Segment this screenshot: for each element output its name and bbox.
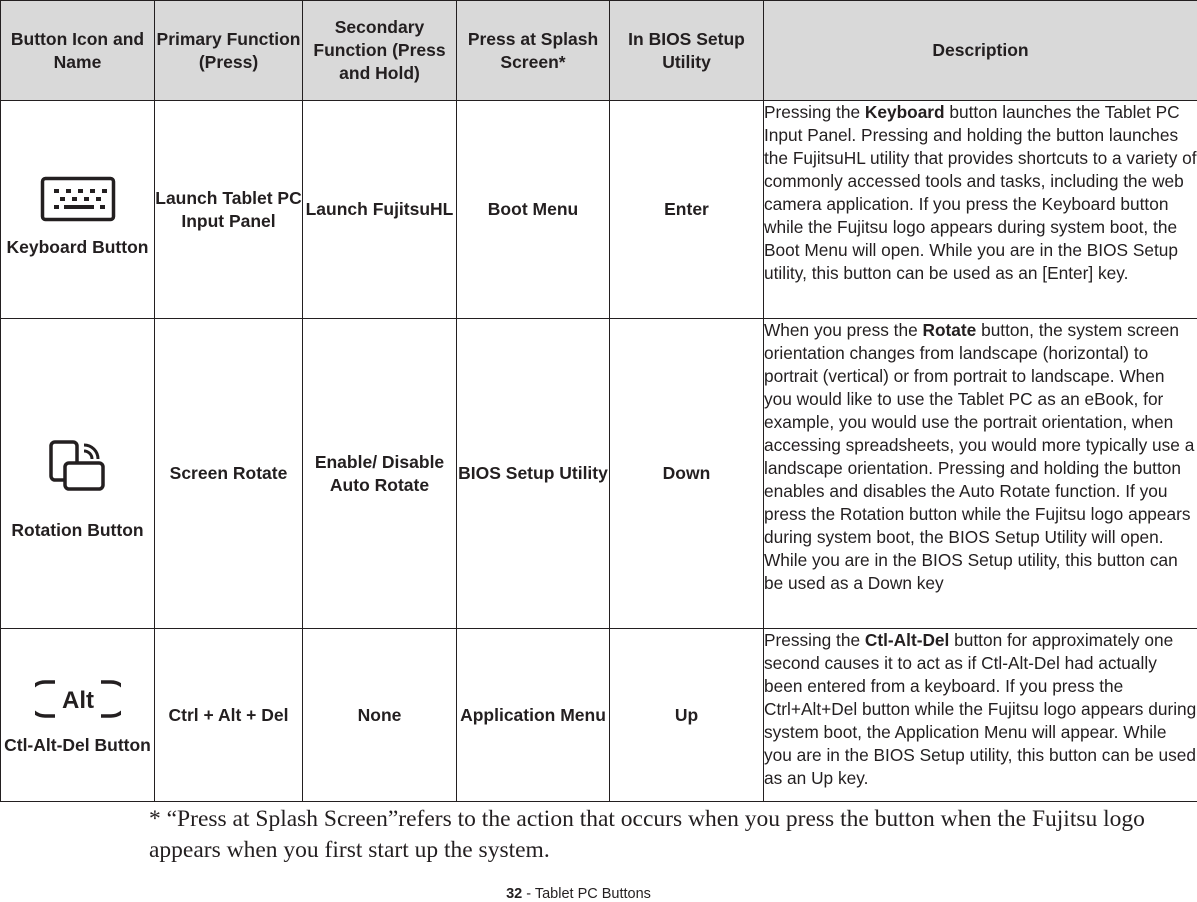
secondary-function-cell: Launch FujitsuHL <box>303 101 457 319</box>
splash-screen-cell: Boot Menu <box>457 101 610 319</box>
table-header-row <box>1 1 1197 101</box>
table-row <box>1 101 1197 319</box>
description-cell <box>764 629 1197 802</box>
description-button-name: Ctl-Alt-Del <box>864 630 950 650</box>
button-icon-and-name-cell <box>1 319 155 629</box>
description-lead: Pressing the <box>764 102 865 122</box>
page-number: 32 <box>506 886 523 902</box>
page-footer <box>0 886 1157 902</box>
alt-icon <box>35 678 121 720</box>
primary-function-cell: Ctrl + Alt + Del <box>155 629 303 802</box>
primary-function-cell: Launch Tablet PC Input Panel <box>155 101 303 319</box>
header-press-at-splash-screen: Press at Splash Screen* <box>457 1 610 101</box>
button-icon-and-name-cell <box>1 101 155 319</box>
button-name: Rotation Button <box>11 520 144 540</box>
secondary-function-cell: None <box>303 629 457 802</box>
bios-setup-cell: Down <box>610 319 764 629</box>
description-lead: Pressing the <box>764 630 865 650</box>
keyboard-icon <box>40 176 116 222</box>
header-button-icon-and-name: Button Icon and Name <box>1 1 155 101</box>
description-lead: When you press the <box>764 320 923 340</box>
header-in-bios-setup-utility: In BIOS Setup Utility <box>610 1 764 101</box>
description-text: button, the system screen orientation changes from landscape (horizontal) to portrait (vertical) or from portrait to landscape. When you would like to use the Tablet PC as an eBook, for example, you would use the portrait orientation, when accessing spreadsheets, you would more typically use a landscape orientation. Pressing and holding the button enables and disables the Auto Rotate function. If you press the Rotation button while the Fujitsu logo appears during system boot, the BIOS Setup Utility will open. While you are in the BIOS Setup utility, this button can be used as a Down key <box>764 320 1195 593</box>
button-name: Ctl-Alt-Del Button <box>4 734 151 755</box>
description-text: button launches the Tablet PC Input Panel. Pressing and holding the button launches the FujitsuHL utility that provides shortcuts to a variety of commonly accessed tools and tasks, including the web camera application. If you press the Keyboard button while the Fujitsu logo appears during system boot, the Boot Menu will open. While you are in the BIOS Setup utility, this button can be used as an [Enter] key. <box>764 102 1197 283</box>
bios-setup-cell: Enter <box>610 101 764 319</box>
section-title: - Tablet PC Buttons <box>522 886 651 902</box>
splash-screen-cell: BIOS Setup Utility <box>457 319 610 629</box>
bios-setup-cell: Up <box>610 629 764 802</box>
table-row <box>1 629 1197 802</box>
header-description: Description <box>764 1 1197 101</box>
button-name: Keyboard Button <box>6 237 149 257</box>
rotation-icon <box>48 439 108 499</box>
description-cell <box>764 101 1197 319</box>
description-text: button for approximately one second causes it to act as if Ctl-Alt-Del had actually been entered from a keyboard. If you press the Ctrl+Alt+Del button while the Fujitsu logo appears during system boot, the Application Menu will appear. While you are in the BIOS Setup utility, this button can be used as an Up key. <box>764 630 1197 788</box>
alt-icon-label: Alt <box>61 686 94 714</box>
description-button-name: Rotate <box>922 320 977 340</box>
splash-screen-cell: Application Menu <box>457 629 610 802</box>
button-icon-and-name-cell <box>1 629 155 802</box>
header-primary-function: Primary Function (Press) <box>155 1 303 101</box>
description-button-name: Keyboard <box>864 102 945 122</box>
table-row <box>1 319 1197 629</box>
primary-function-cell: Screen Rotate <box>155 319 303 629</box>
header-secondary-function: Secondary Function (Press and Hold) <box>303 1 457 101</box>
secondary-function-cell: Enable/ Disable Auto Rotate <box>303 319 457 629</box>
description-cell <box>764 319 1197 629</box>
footnote: * “Press at Splash Screen”refers to the action that occurs when you press the button when the Fujitsu logo appears when you first start up the system. <box>149 806 1145 863</box>
